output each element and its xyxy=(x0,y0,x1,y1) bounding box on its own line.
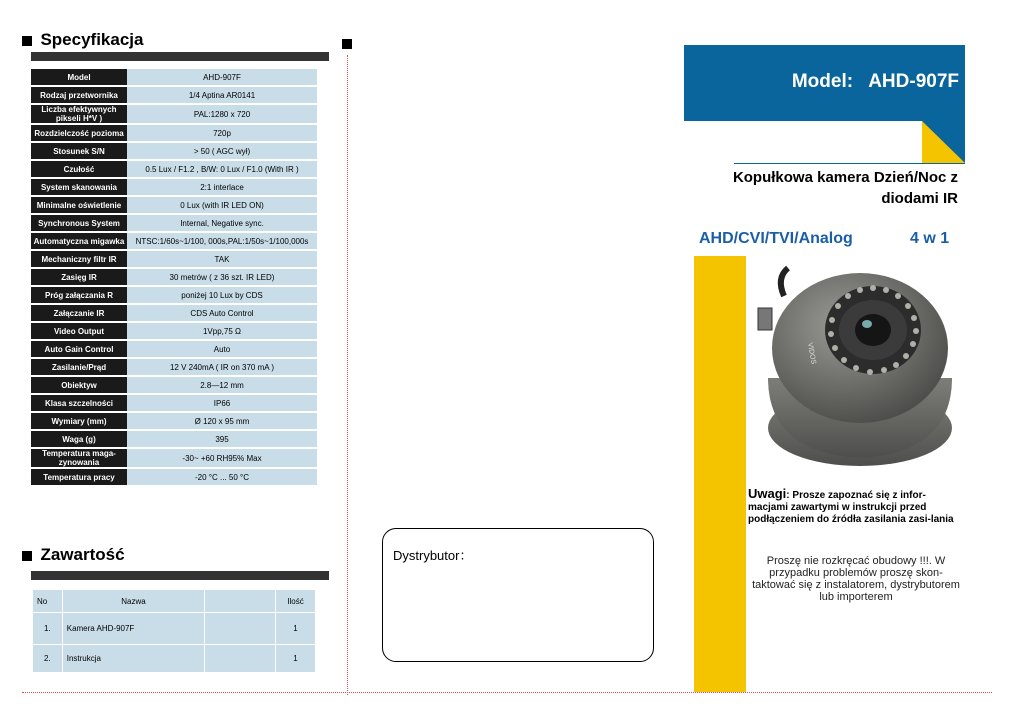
spec-key: Temperatura maga-zynowania xyxy=(31,449,127,467)
spec-value: CDS Auto Control xyxy=(127,305,317,321)
spec-row xyxy=(31,413,317,429)
spec-row xyxy=(31,87,317,103)
spec-heading xyxy=(22,30,143,50)
spec-row xyxy=(31,305,317,321)
spec-row xyxy=(31,233,317,249)
spec-value: -20 °C ... 50 °C xyxy=(127,469,317,485)
yellow-stripe xyxy=(694,256,746,692)
fold-line-bottom xyxy=(22,692,992,693)
spec-value: > 50 ( AGC wył) xyxy=(127,143,317,159)
banner-corner xyxy=(922,121,965,163)
spec-divider xyxy=(31,52,329,61)
spec-row xyxy=(31,161,317,177)
bullet-square-icon xyxy=(22,36,32,46)
product-title: Kopułkowa kamera Dzień/Noc z diodami IR xyxy=(732,169,958,207)
contents-header-blank xyxy=(205,590,276,613)
spec-key: Próg załączania R xyxy=(31,287,127,303)
spec-row xyxy=(31,395,317,411)
spec-key: Auto Gain Control xyxy=(31,341,127,357)
model-label: Model: AHD-907F xyxy=(791,71,959,92)
spec-row xyxy=(31,341,317,357)
distributor-box xyxy=(382,528,654,662)
spec-value: 12 V 240mA ( IR on 370 mA ) xyxy=(127,359,317,375)
contents-row xyxy=(33,645,316,673)
spec-value: 0.5 Lux / F1.2 , B/W: 0 Lux / F1.0 (With IR ) xyxy=(127,161,317,177)
spec-key: Temperatura pracy xyxy=(31,469,127,485)
corner-triangle xyxy=(922,121,965,163)
contents-header-name: Nazwa xyxy=(62,590,205,613)
spec-key: Minimalne oświetlenie xyxy=(31,197,127,213)
spec-key: Automatyczna migawka xyxy=(31,233,127,249)
spec-key: Rodzaj przetwornika xyxy=(31,87,127,103)
contents-table xyxy=(32,589,316,673)
spec-title: Specyfikacja xyxy=(40,30,144,49)
spec-value: PAL:1280 x 720 xyxy=(127,105,317,123)
spec-key: Zasięg IR xyxy=(31,269,127,285)
spec-row xyxy=(31,377,317,393)
spec-value: 1Vpp,75 Ω xyxy=(127,323,317,339)
spec-key: Model xyxy=(31,69,127,85)
spec-row xyxy=(31,215,317,231)
camera-image xyxy=(748,258,958,488)
spec-value: TAK xyxy=(127,251,317,267)
bullet-square-icon xyxy=(22,551,32,561)
spec-row xyxy=(31,251,317,267)
contents-row-no: 2. xyxy=(33,645,63,673)
contents-row-qty: 1 xyxy=(276,613,316,645)
spec-key: Czułość xyxy=(31,161,127,177)
title-rule xyxy=(734,163,965,164)
spec-value: Internal, Negative sync. xyxy=(127,215,317,231)
contents-header-no: No xyxy=(33,590,63,613)
contents-divider xyxy=(31,571,329,580)
spec-value: AHD-907F xyxy=(127,69,317,85)
spec-value: 720p xyxy=(127,125,317,141)
spec-key: Video Output xyxy=(31,323,127,339)
spec-value: 395 xyxy=(127,431,317,447)
contents-row-qty: 1 xyxy=(276,645,316,673)
spec-key: Synchronous System xyxy=(31,215,127,231)
spec-row xyxy=(31,359,317,375)
spec-row xyxy=(31,323,317,339)
spec-row xyxy=(31,125,317,141)
contents-title: Zawartość xyxy=(40,545,125,564)
contents-heading xyxy=(22,545,125,565)
spec-value: Auto xyxy=(127,341,317,357)
notice-head: Uwagi xyxy=(748,486,787,501)
spec-row xyxy=(31,197,317,213)
distributor-label: Dystrybutor： xyxy=(393,548,473,563)
four-in-one-label: 4 w 1 xyxy=(910,230,950,247)
bullet-square-icon xyxy=(342,39,352,49)
spec-key: Zasilanie/Prąd xyxy=(31,359,127,375)
formats-label: AHD/CVI/TVI/Analog xyxy=(699,230,853,247)
spec-value: NTSC:1/60s~1/100, 000s,PAL:1/50s~1/100,000s xyxy=(127,233,317,249)
contents-header-row xyxy=(33,590,316,613)
spec-key: Klasa szczelności xyxy=(31,395,127,411)
spec-row xyxy=(31,449,317,467)
notice-block: Uwagi: Prosze zapoznać się z infor-macjami zawartymi w instrukcji przed podłączeniem do źródła zasilania zasi-lania xyxy=(748,486,954,525)
spec-value: -30~ +60 RH95% Max xyxy=(127,449,317,467)
model-banner xyxy=(684,45,965,121)
contents-row-blank xyxy=(205,613,276,645)
spec-value: Ø 120 x 95 mm xyxy=(127,413,317,429)
contents-row xyxy=(33,613,316,645)
spec-key: Waga (g) xyxy=(31,431,127,447)
spec-row xyxy=(31,431,317,447)
middle-bullet xyxy=(342,35,352,53)
fold-line-left xyxy=(347,55,348,695)
contents-row-name: Kamera AHD-907F xyxy=(62,613,205,645)
contents-header-qty: Ilość xyxy=(276,590,316,613)
spec-key: System skanowania xyxy=(31,179,127,195)
camera-brand-label: VIDOS xyxy=(806,342,817,365)
spec-key: Załączanie IR xyxy=(31,305,127,321)
contents-row-no: 1. xyxy=(33,613,63,645)
warning-text: Proszę nie rozkręcać obudowy !!!. W przypadku problemów proszę skon-taktować się z instalatorem, dystrybutorem lub importerem xyxy=(752,555,960,603)
contents-row-name: Instrukcja xyxy=(62,645,205,673)
spec-row xyxy=(31,469,317,485)
spec-row xyxy=(31,287,317,303)
spec-row xyxy=(31,179,317,195)
spec-value: 2.8—12 mm xyxy=(127,377,317,393)
contents-row-blank xyxy=(205,645,276,673)
spec-value: IP66 xyxy=(127,395,317,411)
spec-row xyxy=(31,105,317,123)
spec-value: 1/4 Aptina AR0141 xyxy=(127,87,317,103)
spec-row xyxy=(31,69,317,85)
spec-value: 0 Lux (with IR LED ON) xyxy=(127,197,317,213)
spec-key: Wymiary (mm) xyxy=(31,413,127,429)
spec-value: poniżej 10 Lux by CDS xyxy=(127,287,317,303)
spec-key: Stosunek S/N xyxy=(31,143,127,159)
spec-key: Liczba efektywnych pikseli H*V ) xyxy=(31,105,127,123)
spec-row xyxy=(31,269,317,285)
spec-key: Mechaniczny filtr IR xyxy=(31,251,127,267)
spec-key: Rozdzielczość pozioma xyxy=(31,125,127,141)
notice-body: Prosze zapoznać się z infor-macjami zawartymi w instrukcji przed podłączeniem do źródła zasilania zasi-lania xyxy=(748,490,954,525)
spec-value: 2:1 interlace xyxy=(127,179,317,195)
spec-table xyxy=(31,67,317,487)
spec-row xyxy=(31,143,317,159)
spec-key: Obiektyw xyxy=(31,377,127,393)
spec-value: 30 metrów ( z 36 szt. IR LED) xyxy=(127,269,317,285)
